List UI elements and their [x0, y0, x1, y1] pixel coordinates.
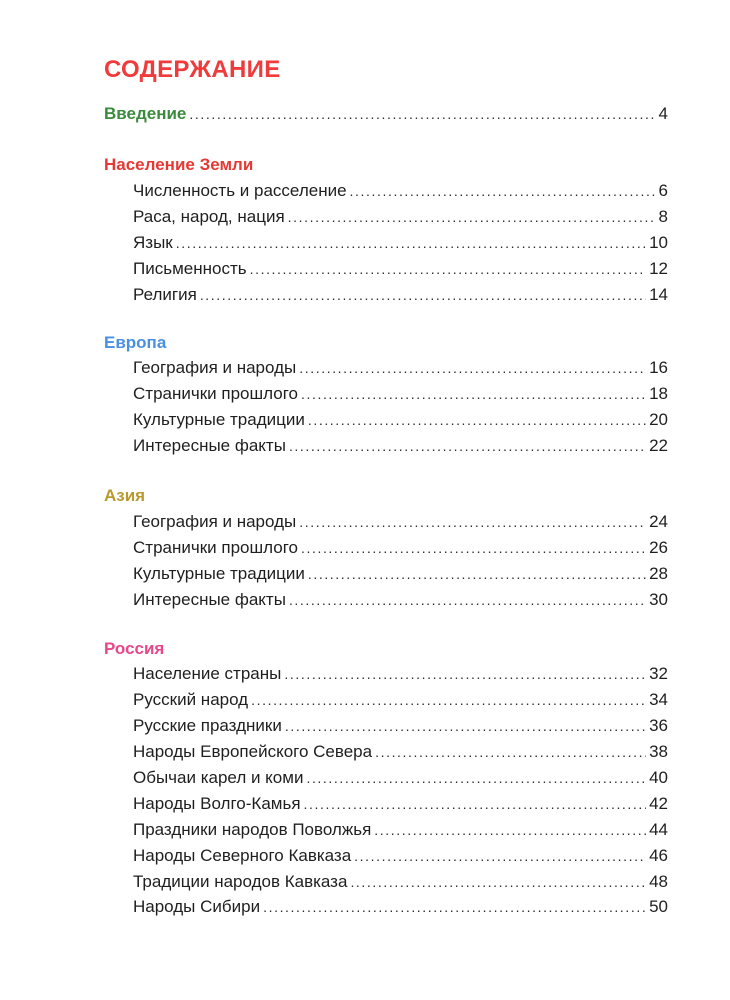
toc-entry-label: Традиции народов Кавказа — [133, 872, 348, 891]
dot-leader — [289, 587, 646, 613]
dot-leader — [308, 407, 646, 433]
toc-entry-label: Странички прошлого — [133, 384, 298, 403]
toc-entry-page-number: 6 — [658, 181, 668, 200]
toc-entry[interactable] — [133, 433, 668, 459]
toc-entry-page-number: 38 — [649, 742, 668, 761]
toc-entry[interactable] — [133, 561, 668, 587]
dot-leader — [263, 894, 646, 920]
toc-entry-page-number: 44 — [649, 820, 668, 839]
toc-entry-page-number: 24 — [649, 512, 668, 531]
toc-entry-label: Язык — [133, 233, 173, 252]
toc-entry-label: География и народы — [133, 358, 297, 377]
toc-entry[interactable] — [133, 381, 668, 407]
toc-entry-page-number: 20 — [649, 410, 668, 429]
toc-entry[interactable] — [133, 407, 668, 433]
toc-entry-page-number: 48 — [649, 872, 668, 891]
section-heading-europe: Европа — [104, 333, 167, 352]
toc-entry-page-number: 30 — [649, 590, 668, 609]
toc-entry-page-number: 16 — [649, 358, 668, 377]
toc-entry-label: Обычаи карел и коми — [133, 768, 304, 787]
toc-entry-label: Народы Волго-Камья — [133, 794, 301, 813]
toc-entry[interactable] — [133, 713, 668, 739]
dot-leader — [250, 256, 646, 282]
toc-entry[interactable] — [133, 355, 668, 381]
toc-entry-page-number: 18 — [649, 384, 668, 403]
toc-entry-page-number: 12 — [649, 259, 668, 278]
toc-entry[interactable] — [133, 894, 668, 920]
dot-leader — [375, 739, 646, 765]
toc-entry-page-number: 8 — [658, 207, 668, 226]
toc-entry[interactable] — [133, 230, 668, 256]
toc-entry-label: Культурные традиции — [133, 564, 305, 583]
toc-entry-page-number: 34 — [649, 690, 668, 709]
toc-entry-label: Народы Северного Кавказа — [133, 846, 352, 865]
section-heading-asia: Азия — [104, 486, 146, 505]
toc-entry-page-number: 14 — [649, 285, 668, 304]
toc-entry[interactable] — [133, 687, 668, 713]
dot-leader — [288, 204, 656, 230]
toc-entry-page-number: 42 — [649, 794, 668, 813]
toc-entry-label: Культурные традиции — [133, 410, 305, 429]
toc-entry[interactable] — [133, 178, 668, 204]
dot-leader — [354, 843, 646, 869]
toc-entry[interactable] — [133, 587, 668, 613]
dot-leader — [308, 561, 646, 587]
dot-leader — [350, 178, 656, 204]
toc-entry-page-number: 28 — [649, 564, 668, 583]
toc-entry-label: Народы Сибири — [133, 897, 261, 916]
dot-leader — [306, 765, 646, 791]
dot-leader — [289, 433, 646, 459]
toc-entry-page-number: 50 — [649, 897, 668, 916]
toc-entry-label: Интересные факты — [133, 590, 286, 609]
toc-entry-label: Странички прошлого — [133, 538, 298, 557]
toc-entry-label: Численность и расселение — [133, 181, 347, 200]
toc-entry[interactable] — [133, 739, 668, 765]
dot-leader — [301, 381, 646, 407]
toc-entry-label: Раса, народ, нация — [133, 207, 285, 226]
toc-entry-page-number: 32 — [649, 664, 668, 683]
toc-entry-label: География и народы — [133, 512, 297, 531]
toc-entry[interactable] — [133, 791, 668, 817]
toc-entry[interactable] — [133, 843, 668, 869]
toc-entry-page-number: 40 — [649, 768, 668, 787]
toc-entry-page-number: 46 — [649, 846, 668, 865]
dot-leader — [251, 687, 646, 713]
toc-entry-label: Праздники народов Поволжья — [133, 820, 372, 839]
section-heading-population: Население Земли — [104, 155, 254, 174]
toc-entry-page-number: 36 — [649, 716, 668, 735]
toc-entry-label: Народы Европейского Севера — [133, 742, 373, 761]
dot-leader — [299, 509, 646, 535]
dot-leader — [350, 869, 646, 895]
dot-leader — [301, 535, 646, 561]
toc-entry[interactable] — [133, 204, 668, 230]
toc-entry-label: Письменность — [133, 259, 247, 278]
toc-entry[interactable] — [133, 765, 668, 791]
dot-leader — [284, 661, 646, 687]
toc-entry[interactable] — [133, 869, 668, 895]
section-heading-russia: Россия — [104, 639, 165, 658]
toc-entry-label: Интересные факты — [133, 436, 286, 455]
toc-entry[interactable] — [133, 535, 668, 561]
toc-entry[interactable] — [133, 661, 668, 687]
toc-entry[interactable] — [133, 256, 668, 282]
toc-entry-label: Русские праздники — [133, 716, 282, 735]
dot-leader — [299, 355, 646, 381]
dot-leader — [176, 230, 646, 256]
toc-entry-label: Население страны — [133, 664, 282, 683]
toc-entry[interactable] — [133, 509, 668, 535]
page-title: СОДЕРЖАНИЕ — [104, 56, 281, 83]
toc-entry-page-number: 22 — [649, 436, 668, 455]
toc-entry-introduction[interactable] — [104, 101, 668, 127]
toc-entry-label: Русский народ — [133, 690, 249, 709]
dot-leader — [285, 713, 646, 739]
toc-entry-label: Религия — [133, 285, 197, 304]
introduction-page-number: 4 — [658, 104, 668, 123]
dot-leader — [304, 791, 647, 817]
dot-leader — [189, 101, 655, 127]
dot-leader — [374, 817, 646, 843]
toc-entry-page-number: 26 — [649, 538, 668, 557]
introduction-label: Введение — [104, 104, 187, 123]
toc-entry-page-number: 10 — [649, 233, 668, 252]
toc-entry[interactable] — [133, 282, 668, 308]
dot-leader — [200, 282, 646, 308]
toc-entry[interactable] — [133, 817, 668, 843]
